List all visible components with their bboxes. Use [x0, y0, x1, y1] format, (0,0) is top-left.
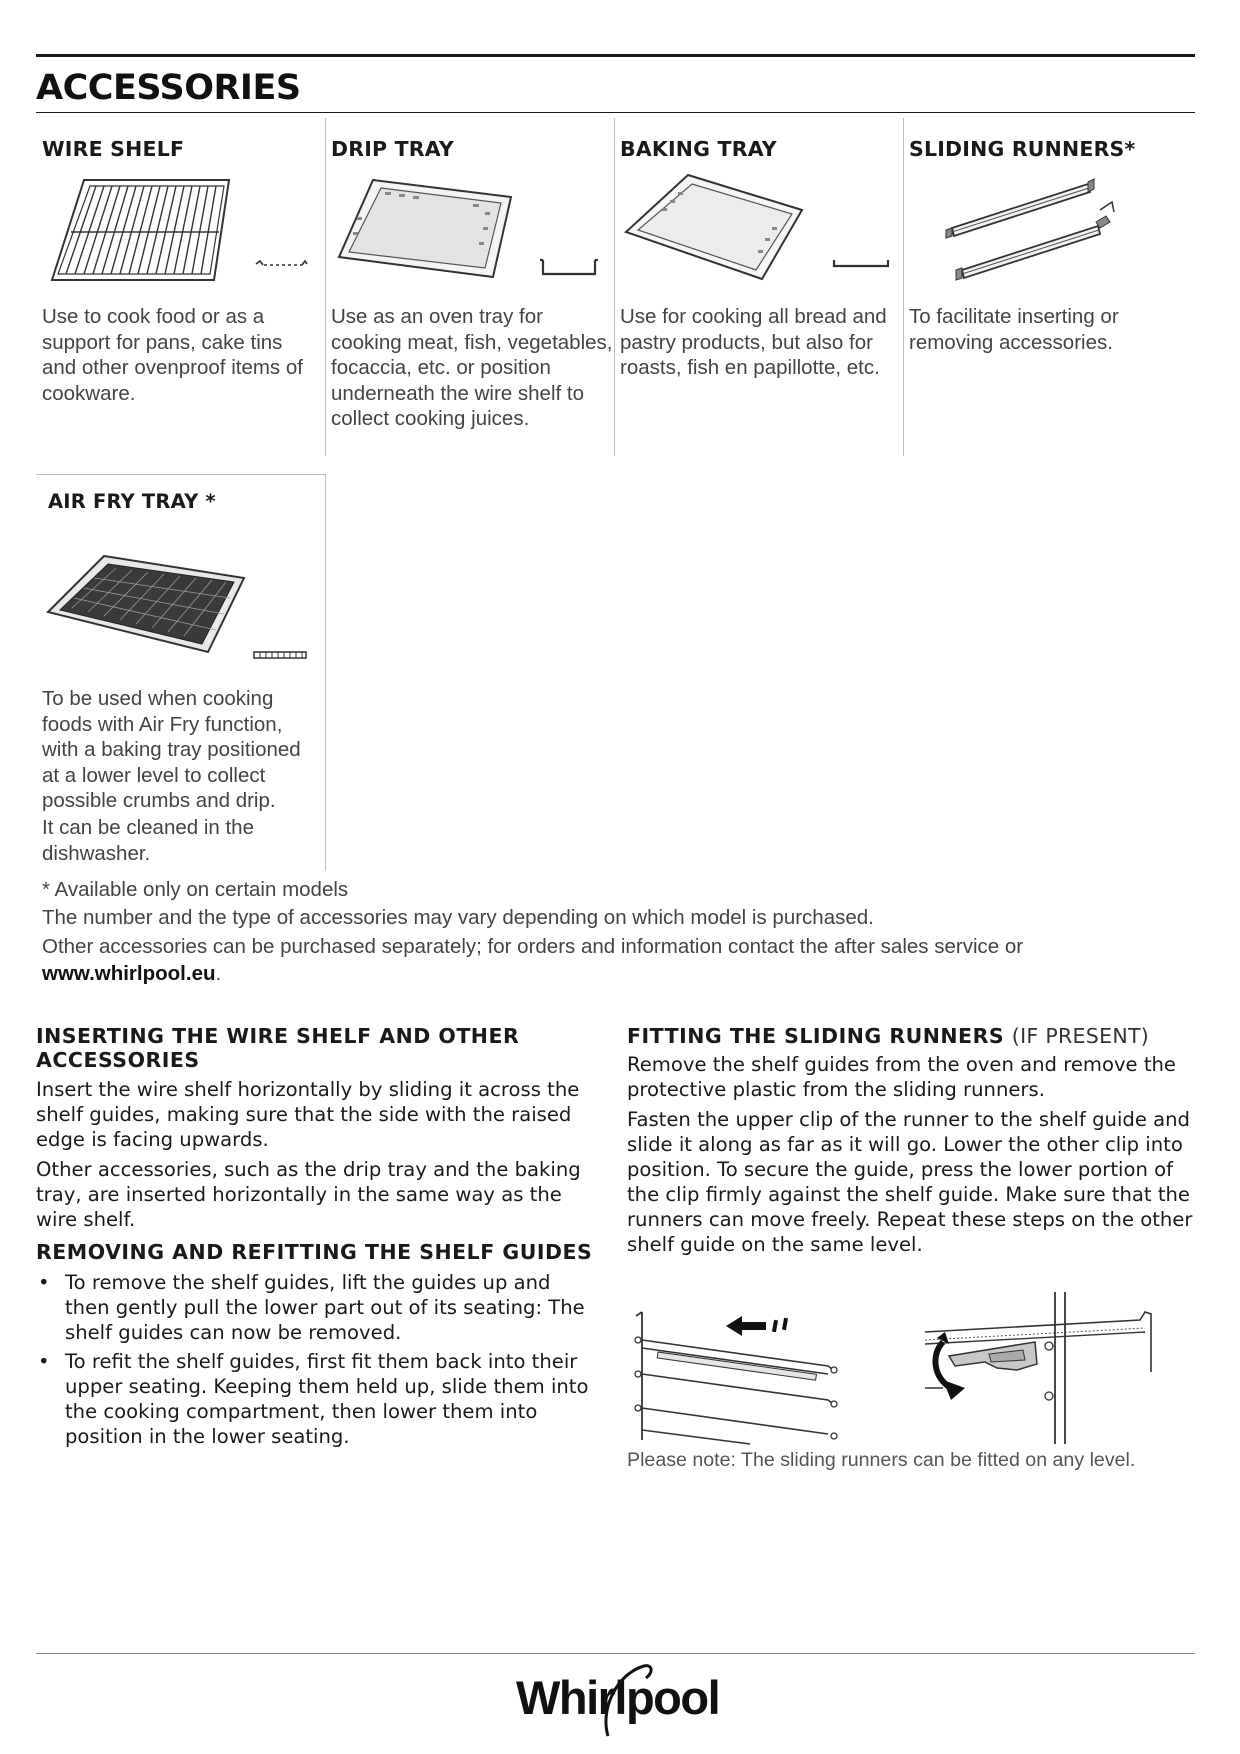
section-title-inserting: INSERTING THE WIRE SHELF AND OTHER ACCESSORIES	[36, 1024, 520, 1072]
drip-tray-illustration	[333, 172, 603, 287]
accessory-title-drip-tray: DRIP TRAY	[331, 137, 454, 161]
variation-note: The number and the type of accessories may vary depending on which model is purchased.	[42, 906, 874, 929]
sliding-runners-illustration	[940, 170, 1120, 285]
title-rule	[36, 112, 1195, 113]
whirlpool-logo-swirl-icon	[596, 1660, 656, 1740]
column-divider	[903, 118, 904, 456]
inserting-paragraph: Insert the wire shelf horizontally by sliding it across the shelf guides, making sure that the side with the raised edge is facing upwards.	[36, 1078, 580, 1151]
column-divider	[325, 474, 326, 871]
section-body-inserting	[36, 1077, 596, 1237]
wire-shelf-illustration	[44, 172, 314, 287]
runner-clip-diagram	[925, 1292, 1165, 1444]
accessory-title-sliding-runners: SLIDING RUNNERS*	[909, 137, 1136, 161]
purchase-note: Other accessories can be purchased separately; for orders and information contact the after sales service or	[42, 935, 1024, 958]
air-fry-tray-illustration	[44, 548, 314, 668]
section-title-fitting-suffix: (IF PRESENT)	[1011, 1024, 1150, 1048]
section-title-fitting	[627, 1024, 1149, 1048]
availability-note: * Available only on certain models	[42, 878, 349, 901]
website-line	[42, 960, 221, 987]
bullet-icon: •	[38, 1271, 50, 1294]
fitting-paragraph: Remove the shelf guides from the oven and remove the protective plastic from the sliding runners.	[627, 1053, 1176, 1101]
website-period: .	[215, 962, 222, 985]
accessory-description-wire-shelf: Use to cook food or as a support for pans, cake tins and other ovenproof items of cookware.	[42, 305, 303, 405]
section-body-removing	[36, 1270, 596, 1453]
list-item	[36, 1270, 596, 1345]
section-body-fitting	[627, 1052, 1197, 1262]
curved-arrow-icon	[943, 1380, 965, 1400]
accessory-description-air-fry-tray: To be used when cooking foods with Air Fry function, with a baking tray positioned at a lower level to collect possible crumbs and drip.	[42, 687, 301, 812]
list-item	[36, 1349, 596, 1449]
bullet-icon: •	[38, 1350, 50, 1373]
page-title: ACCESSORIES	[36, 68, 301, 108]
shelf-guide-insertion-diagram	[630, 1304, 870, 1444]
bullet-text: To refit the shelf guides, first fit them back into their upper seating. Keeping them held up, slide them into the cooking compartment, then lower them into position in the lower seating.	[65, 1350, 589, 1448]
accessory-description-drip-tray: Use as an oven tray for cooking meat, fish, vegetables, focaccia, etc. or position underneath the wire shelf to collect cooking juices.	[331, 305, 613, 430]
section-title-fitting-main: FITTING THE SLIDING RUNNERS	[627, 1024, 1005, 1048]
section-title-removing: REMOVING AND REFITTING THE SHELF GUIDES	[36, 1240, 593, 1264]
accessory-title-air-fry-tray: AIR FRY TRAY *	[48, 490, 216, 513]
fitting-caption: Please note: The sliding runners can be fitted on any level.	[627, 1449, 1136, 1471]
footer-rule	[36, 1653, 1195, 1654]
row-divider	[36, 474, 325, 475]
accessory-description-air-fry-tray-cleaning: It can be cleaned in the dishwasher.	[42, 816, 254, 865]
top-rule	[36, 54, 1195, 57]
accessory-description-sliding-runners: To facilitate inserting or removing accessories.	[909, 305, 1119, 354]
bullet-text: To remove the shelf guides, lift the guides up and then gently pull the lower part out of its seating: The shelf guides can now be removed.	[65, 1271, 585, 1344]
inserting-paragraph: Other accessories, such as the drip tray and the baking tray, are inserted horizontally in the same way as the wire shelf.	[36, 1158, 581, 1231]
accessory-description-baking-tray: Use for cooking all bread and pastry products, but also for roasts, fish en papillotte, etc.	[620, 305, 887, 379]
fitting-paragraph: Fasten the upper clip of the runner to the shelf guide and slide it along as far as it will go. Lower the other clip into position. To secure the guide, press the lower portion of the clip firmly against the shelf guide. Make sure that the runners can move freely. Repeat these steps on the other shelf guide on the same level.	[627, 1108, 1193, 1256]
column-divider	[325, 118, 326, 456]
baking-tray-illustration	[622, 172, 892, 287]
arrow-left-icon	[726, 1316, 766, 1336]
accessory-title-baking-tray: BAKING TRAY	[620, 137, 777, 161]
accessory-title-wire-shelf: WIRE SHELF	[42, 137, 185, 161]
website-link[interactable]: www.whirlpool.eu	[42, 962, 216, 985]
whirlpool-logo: Whirlpool	[516, 1671, 720, 1724]
